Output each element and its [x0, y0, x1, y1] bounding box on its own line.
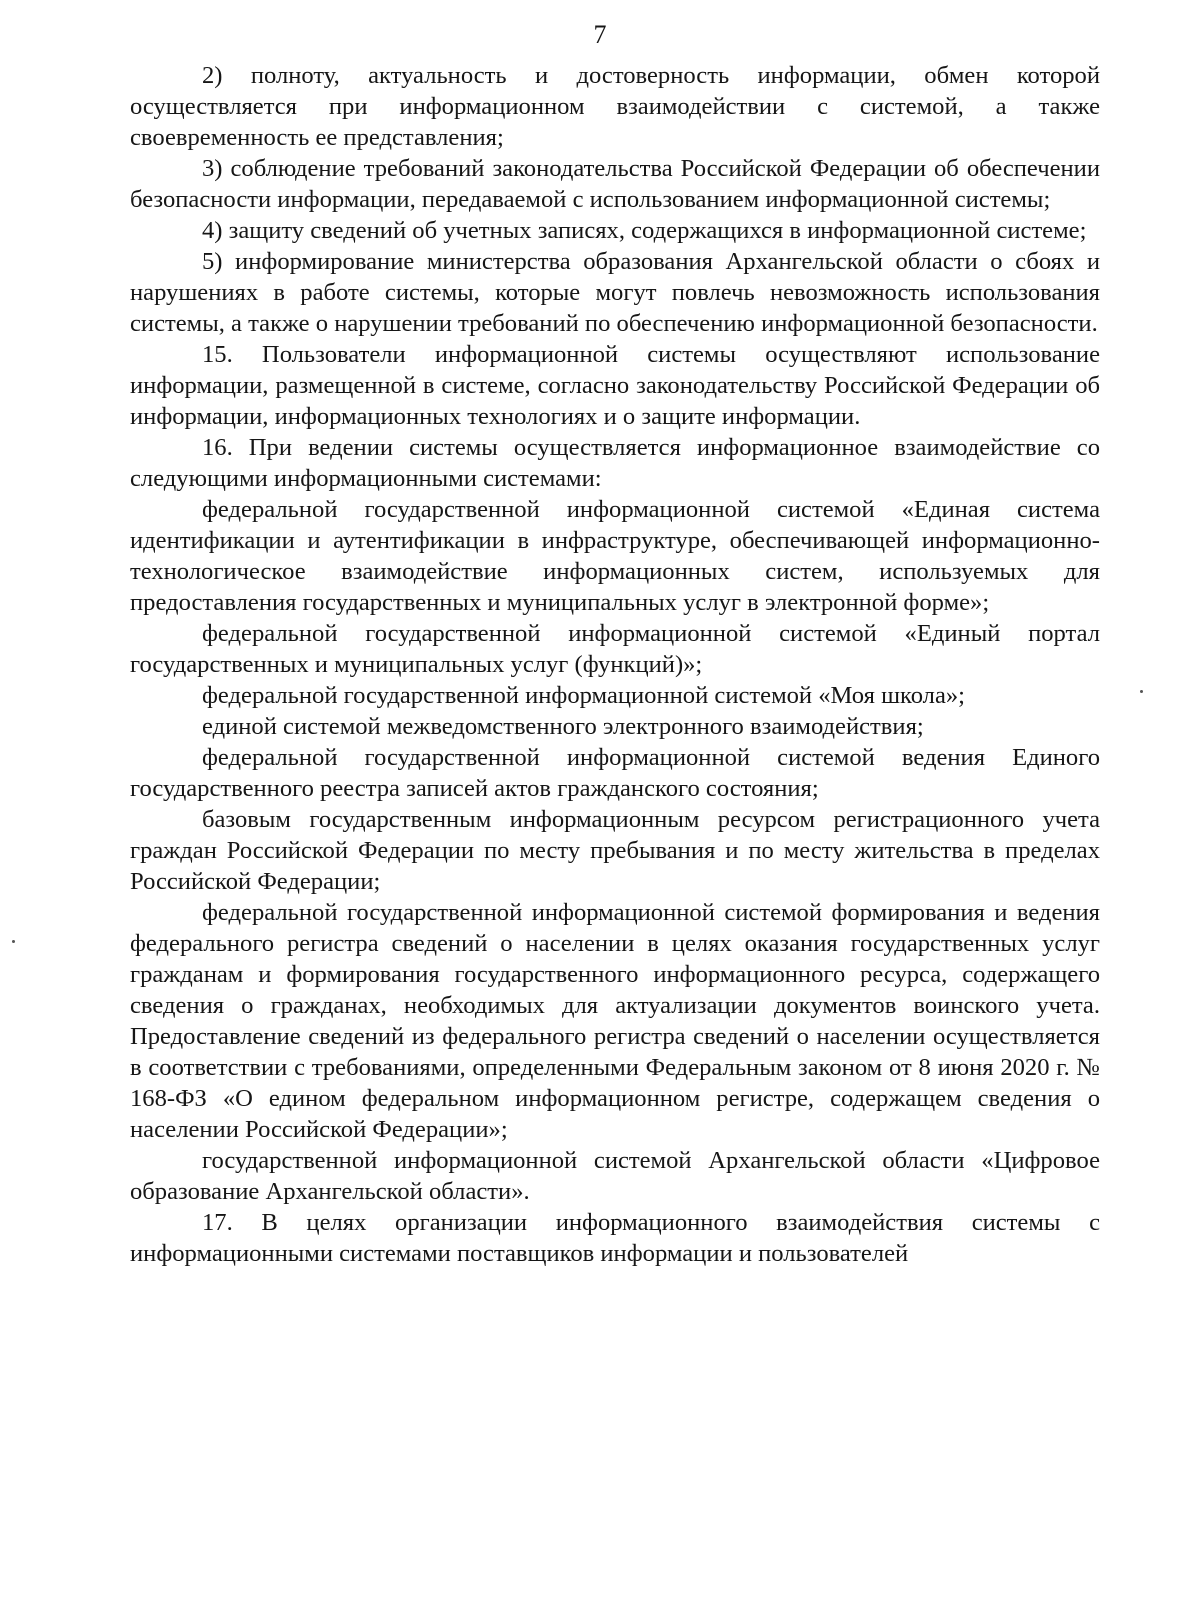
- paragraph-clause-16: 16. При ведении системы осуществляется информационное взаимодействие со следующими информационными системами:: [130, 434, 1100, 492]
- paragraph-system-registration: базовым государственным информационным ресурсом регистрационного учета граждан Российской Федерации по месту пребывания и по месту жительства в пределах Российской Федерации;: [130, 806, 1100, 895]
- paragraph-item-5: 5) информирование министерства образования Архангельской области о сбоях и нарушениях в работе системы, которые могут повлечь невозможность использования системы, а также о нарушении требований по обеспечению информационной безопасности.: [130, 248, 1100, 337]
- paragraph-system-zags: федеральной государственной информационной системой ведения Единого государственного реестра записей актов гражданского состояния;: [130, 744, 1100, 802]
- paragraph-system-my-school: федеральной государственной информационной системой «Моя школа»;: [202, 682, 966, 709]
- paragraph-system-esia: федеральной государственной информационной системой «Единая система идентификации и аутентификации в инфраструктуре, обеспечивающей информационно-технологическое взаимодействие информационных систем, используемых для предоставления государственных и муниципальных услуг в электронной форме»;: [130, 496, 1100, 616]
- paragraph-clause-17: 17. В целях организации информационного взаимодействия системы с информационными системами поставщиков информации и пользователей: [130, 1209, 1100, 1267]
- scan-speck: [12, 940, 15, 943]
- paragraph-system-population-register: федеральной государственной информационной системой формирования и ведения федерального регистра сведений о населении в целях оказания государственных услуг гражданам и формирования государственного информационного ресурса, содержащего сведения о гражданах, необходимых для актуализации документов воинского учета. Предоставление сведений из федерального регистра сведений о населении осуществляется в соответствии с требованиями, определенными Федеральным законом от 8 июня 2020 г. № 168-ФЗ «О едином федеральном информационном регистре, содержащем сведения о населении Российской Федерации»;: [130, 899, 1100, 1143]
- page-number: 7: [593, 20, 607, 49]
- paragraph-system-epgu: федеральной государственной информационной системой «Единый портал государственных и муниципальных услуг (функций)»;: [130, 620, 1100, 678]
- paragraph-system-smev: единой системой межведомственного электронного взаимодействия;: [202, 713, 924, 740]
- scan-speck: [1140, 690, 1143, 693]
- paragraph-system-digital-education: государственной информационной системой Архангельской области «Цифровое образование Архангельской области».: [130, 1147, 1100, 1205]
- paragraph-clause-15: 15. Пользователи информационной системы осуществляют использование информации, размещенной в системе, согласно законодательству Российской Федерации об информации, информационных технологиях и о защите информации.: [130, 341, 1100, 430]
- paragraph-item-3: 3) соблюдение требований законодательства Российской Федерации об обеспечении безопасности информации, передаваемой с использованием информационной системы;: [130, 155, 1100, 213]
- paragraph-item-4: 4) защиту сведений об учетных записях, содержащихся в информационной системе;: [202, 217, 1087, 244]
- paragraph-item-2: 2) полноту, актуальность и достоверность информации, обмен которой осуществляется при информационном взаимодействии с системой, а также своевременность ее представления;: [130, 62, 1100, 151]
- document-body: [130, 60, 1100, 1269]
